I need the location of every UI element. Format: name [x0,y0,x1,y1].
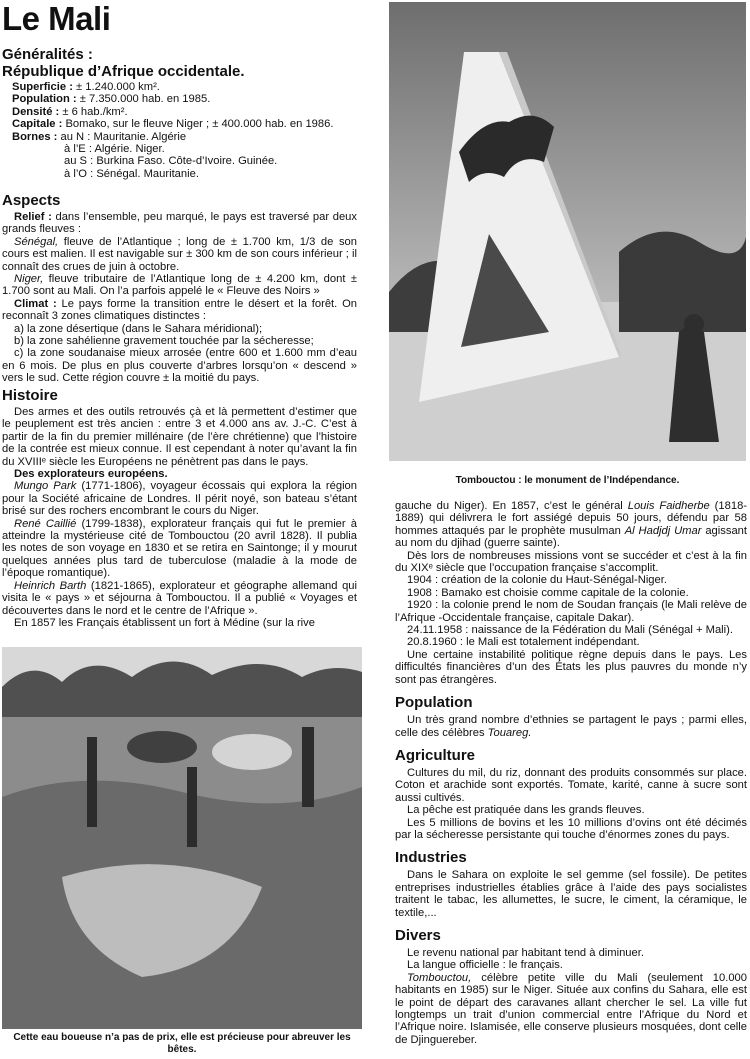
niger-paragraph: Niger, fleuve tributaire de l’Atlantique long de ± 4.200 km, dont ± 1.700 sont au Mali. On l’a parfois appelé le « Fleuve des Noirs » [2,273,357,298]
histoire-heading: Histoire [2,387,58,404]
date-1904: 1904 : création de la colonie du Haut-Sénégal-Niger. [407,574,667,587]
zone-c: c) la zone soudanaise mieux arrosée (entre 600 et 1.600 mm d’eau en 6 mois. De plus en plus couverte d’arbres lorsqu’on « descend » vers le sud. Cette région couvre ± la moitié du pays. [2,347,357,385]
date-1908: 1908 : Bamako est choisie comme capitale de la colonie. [407,586,689,599]
population-line: Population : ± 7.350.000 hab. en 1985. [12,93,211,106]
park-paragraph: Mungo Park (1771-1806), voyageur écossais qui explora la région pour la Société africaine de Londres. Il périt noyé, son bateau s’étant brisé sur des rochers encombrant le cours du Niger. [2,480,357,518]
densite-line: Densité : ± 6 hab./km². [12,105,128,118]
agriculture-heading: Agriculture [395,746,476,764]
capitale-line: Capitale : Bomako, sur le fleuve Niger ; ± 400.000 hab. en 1986. [12,118,334,131]
industries-p1: Dans le Sahara on exploite le sel gemme (sel fossile). De petites entreprises industrielles établies grâce à l’aide des pays socialistes traitent le tabac, les allumettes, le sucre, le ciment, la céramique, le textile,... [395,869,747,919]
divers-p3: Tombouctou, célèbre petite ville du Mali (seulement 10.000 habitants en 1985) sur le Niger. Située aux confins du Sahara, elle est le point de départ des caravanes allant chercher le sel. La ville fut longtemps un trait d’union commercial entre l’Afrique du Nord et l’Afrique noire. Islamisée, elle conserve plusieurs mosquées, dont celle de Djinguereber. [395,971,747,1046]
zone-a: a) la zone désertique (dans le Sahara méridional); [14,322,263,335]
population-heading: Population [395,694,473,712]
generalites-heading: Généralités : [2,46,93,63]
bornes-west: à l’O : Sénégal. Mauritanie. [64,167,199,180]
faidherbe-paragraph: gauche du Niger). En 1857, c’est le général Louis Faidherbe (1818-1889) qui délivrera le fort assiégé depuis 50 jours, défendu par 58 hommes attaqués par le prophète musulman Al Hadjdj Umar agissant au nom du djihad (guerre sainte). [395,500,748,550]
senegal-paragraph: Sénégal, fleuve de l’Atlantique ; long de ± 1.700 km, 1/3 de son cours est malien. Il est navigable sur ± 300 km de son cours inférieur ; il connaît des crues de juin à octobre. [2,235,357,273]
monument-photo [389,2,746,461]
relief-paragraph: Relief : dans l’ensemble, peu marqué, le pays est traversé par deux grands fleuves : [2,211,357,236]
industries-heading: Industries [395,849,467,867]
caillie-paragraph: René Caillié (1799-1838), explorateur français qui fut le premier à atteindre la mystérieuse cité de Tombouctou (20 avril 1828). Il publia les notes de son voyage en 1830 et se retira en Saintonge; il y mourut quelques années plus tard de tuberculose (maladie à la mode de l’époque romantique). [2,517,357,580]
explorers-heading: Des explorateurs européens. [14,468,168,481]
population-paragraph: Un très grand nombre d’ethnies se partagent le pays ; parmi elles, celle des célèbres Touareg. [395,714,747,739]
generalites-subheading: République d’Afrique occidentale. [2,63,245,80]
water-illustration [2,647,362,1029]
superficie-line: Superficie : ± 1.240.000 km². [12,81,160,93]
bornes-east: à l’E : Algérie. Niger. [64,143,165,156]
missions-paragraph: Dès lors de nombreuses missions vont se succéder et c’est à la fin du XIXᵉ siècle que l’occupation française s’accomplit. [395,549,747,575]
climat-paragraph: Climat : Le pays forme la transition entre le désert et la forêt. On reconnaît 3 zones climatiques distinctes : [2,297,357,323]
generalites-section [2,46,382,180]
aspects-section [2,192,357,385]
divers-heading: Divers [395,926,441,944]
aspects-heading: Aspects [2,192,61,209]
monument-illustration [389,2,746,461]
water-photo [2,647,362,1029]
histoire-section [2,387,357,629]
agriculture-p3: Les 5 millions de bovins et les 10 millions d’ovins ont été décimés par la sécheresse persistante qui touche d’énormes zones du pays. [395,816,747,841]
fort-medine-paragraph: En 1857 les Français établissent un fort à Médine (sur la rive [14,616,315,629]
date-1960: 20.8.1960 : le Mali est totalement indépendant. [407,636,640,649]
date-1920: 1920 : la colonie prend le nom de Soudan français (le Mali relève de l’Afrique -Occidentale française, capitale Dakar). [395,599,747,624]
right-column [395,500,747,1046]
bornes-south: au S : Burkina Faso. Côte-d’Ivoire. Guinée. [64,155,278,168]
instability-paragraph: Une certaine instabilité politique règne depuis dans le pays. Les difficultés financières d’un des États les plus pauvres du monde n’y sont pas étrangères. [395,648,747,686]
page-title: Le Mali [2,0,111,37]
divers-p1: Le revenu national par habitant tend à diminuer. [407,946,644,959]
monument-caption: Tombouctou : le monument de l’Indépendance. [455,475,680,486]
bornes-line: Bornes : au N : Mauritanie. Algérie [12,130,187,143]
date-1958: 24.11.1958 : naissance de la Fédération du Mali (Sénégal + Mali). [407,624,733,637]
histoire-intro: Des armes et des outils retrouvés çà et là permettent d’estimer que le peuplement est très ancien : entre 3 et 4.000 ans av. J.-C. C’est à partir de la fin du premier millénaire (de l’ère chrétienne) que l’histoire de la contrée est mieux connue. Il est cependant à noter qu’avant la fin du XVIIIᵉ siècle les Européens ne pénètrent pas dans le pays. [2,406,357,468]
divers-p2: La langue officielle : le français. [407,959,563,972]
agriculture-p1: Cultures du mil, du riz, donnant des produits consommés sur place. Coton et arachide sont exportés. Tomate, karité, canne à sucre sont aussi cultivés. [395,766,747,804]
barth-paragraph: Heinrich Barth (1821-1865), explorateur et géographe allemand qui visita le « pays » et séjourna à Tombouctou. Il a publié « Voyages et découvertes dans le nord et le centre de l’Afrique ». [2,579,357,617]
zone-b: b) la zone sahélienne gravement touchée par la sécheresse; [14,335,314,348]
agriculture-p2: La pêche est pratiquée dans les grands fleuves. [407,804,645,817]
water-caption: Cette eau boueuse n’a pas de prix, elle est précieuse pour abreuver les bêtes. [13,1032,351,1055]
